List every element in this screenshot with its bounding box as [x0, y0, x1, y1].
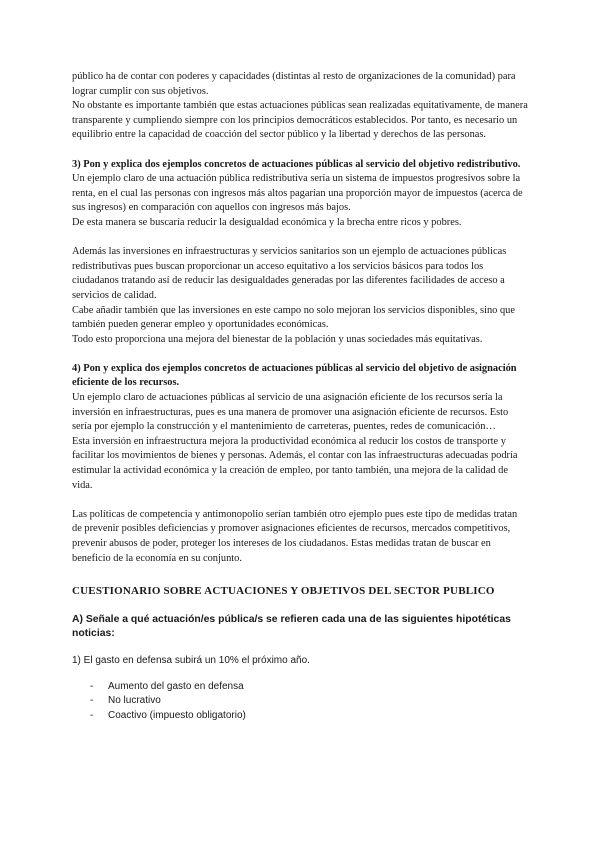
- list-item: - No lucrativo: [90, 694, 528, 708]
- section-4-paragraph: Las políticas de competencia y antimonopolio serían también otro ejemplo pues este tipo de medidas tratan de prevenir posibles deficiencias y promover asignaciones eficientes de recursos, mercados competitivos, prevenir abusos de poder, proteger los intereses de los ciudadanos. Estas medidas tratan de buscar en beneficio de la economía en su conjunto.: [72, 508, 518, 564]
- section-3-heading: 3) Pon y explica dos ejemplos concretos de actuaciones públicas al servicio del objetivo redistributivo.: [72, 158, 521, 170]
- section-3-paragraph: De esta manera se buscaría reducir la desigualdad económica y la brecha entre ricos y pobres.: [72, 216, 462, 228]
- answer-list: [72, 680, 528, 723]
- list-item: - Aumento del gasto en defensa: [90, 680, 528, 694]
- list-item: - Coactivo (impuesto obligatorio): [90, 709, 528, 723]
- section-3: [72, 158, 528, 348]
- intro-paragraph-2: No obstante es importante también que estas actuaciones públicas sean realizadas equitativamente, de manera transparente y cumpliendo siempre con los principios democráticos establecidos. Por tanto, es necesario un equilibrio entre la capacidad de coacción del sector público y la libertad y derechos de las personas.: [72, 100, 528, 141]
- section-4-heading: 4) Pon y explica dos ejemplos concretos de actuaciones públicas al servicio del objetivo de asignación eficiente de los recursos.: [72, 362, 517, 389]
- section-3-paragraph: Cabe añadir también que las inversiones en este campo no solo mejoran los servicios disponibles, sino que también pueden generar empleo y oportunidades económicas.: [72, 304, 515, 331]
- section-3-paragraph: Todo esto proporciona una mejora del bienestar de la población y unas sociedades más equitativas.: [72, 333, 483, 345]
- question-a: A) Señale a qué actuación/es pública/s se refieren cada una de las siguientes hipotéticas noticias:: [72, 613, 511, 640]
- news-item-1: 1) El gasto en defensa subirá un 10% el próximo año.: [72, 654, 310, 666]
- intro-block: [72, 70, 528, 143]
- section-3-paragraph: Además las inversiones en infraestructuras y servicios sanitarios son un ejemplo de actuaciones públicas redistributivas pues buscan proporcionar un acceso equitativo a los servicios básicos para todos los ciudadanos tratando así de reducir las desigualdades generadas por las diferentes facilidades de acceso a servicios de calidad.: [72, 246, 507, 301]
- questionnaire-title: CUESTIONARIO SOBRE ACTUACIONES Y OBJETIVOS DEL SECTOR PUBLICO: [72, 585, 495, 598]
- section-3-paragraph: Un ejemplo claro de una actuación pública redistributiva sería un sistema de impuestos progresivos sobre la renta, en el cual las personas con ingresos más altos pagarían una proporción mayor de impuestos (acerca de sus ingresos) en comparación con aquellos con ingresos más bajos.: [72, 173, 523, 214]
- intro-paragraph-1: público ha de contar con poderes y capacidades (distintas al resto de organizaciones de la comunidad) para lograr cumplir con sus objetivos.: [72, 71, 516, 97]
- section-4-paragraph: Un ejemplo claro de actuaciones públicas al servicio de una asignación eficiente de los recursos sería la inversión en infraestructuras, pues es una manera de promover una asignación eficiente de recursos. Esto sería por ejemplo la construcción y el mantenimiento de carreteras, puentes, redes de comunicación…: [72, 392, 509, 433]
- section-4-paragraph: Esta inversión en infraestructura mejora la productividad económica al reducir los costos de transporte y facilitar los movimientos de bienes y personas. Además, el contar con las infraestructuras adecuadas podría estimular la actividad económica y la creación de empleo, por tanto también, una mejora de la calidad de vida.: [72, 435, 518, 491]
- section-4: [72, 362, 528, 566]
